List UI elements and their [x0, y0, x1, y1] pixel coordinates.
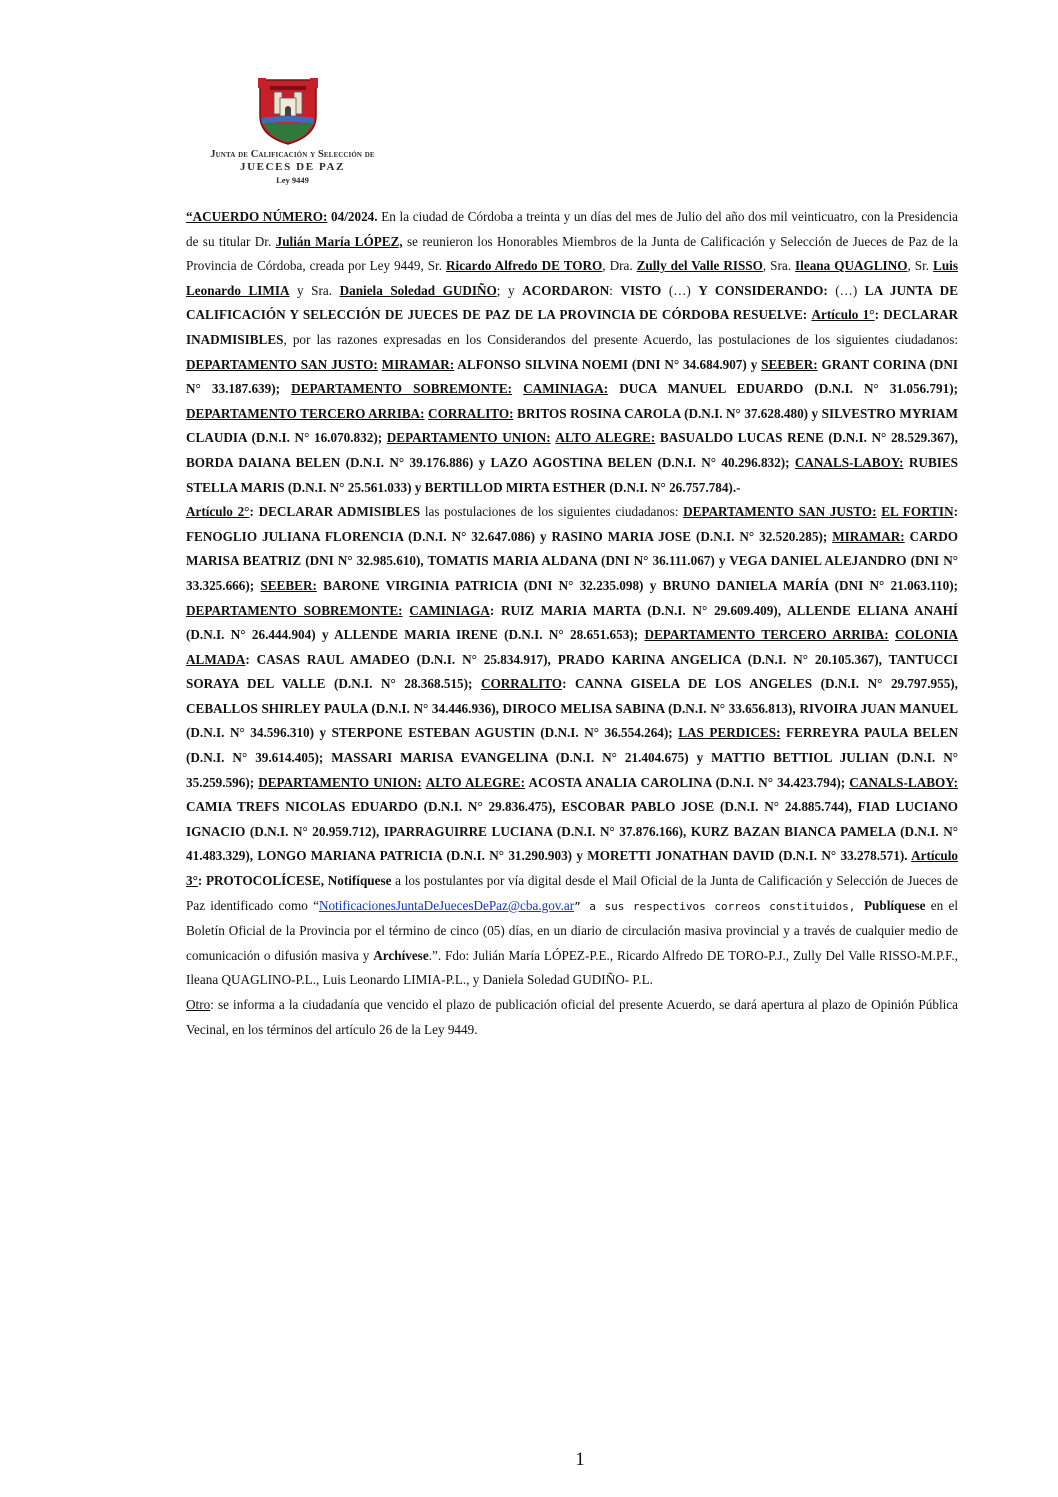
text-run: ALFONSO SILVINA NOEMI (DNI N° 34.684.907): [454, 356, 747, 372]
text-run: Otro: [186, 997, 211, 1012]
text-run: CORRALITO:: [428, 405, 514, 421]
text-run: : DECLARAR INADMISIBLES: [186, 307, 959, 347]
text-run: ACOSTA ANALIA CAROLINA (D.N.I. N° 34.423.794);: [525, 774, 850, 790]
text-run: LA JUNTA DE CALIFICACIÓN Y SELECCIÓN DE JUECES DE PAZ DE LA PROVINCIA DE CÓRDOBA RESUELVE:: [186, 282, 958, 323]
email-link[interactable]: NotificacionesJuntaDeJuecesDePaz@cba.gov.ar: [318, 897, 575, 913]
text-run: DEPARTAMENTO SAN JUSTO:: [683, 504, 877, 520]
text-run: BRITOS ROSINA CAROLA (D.N.I. N° 37.628.480) y SILVESTRO MYRIAM CLAUDIA (D.N.I. N° 16.070.832);: [186, 405, 958, 446]
text-run: DEPARTAMENTO UNION:: [258, 774, 422, 790]
page-number: 1: [575, 1449, 585, 1470]
text-run: y: [746, 356, 762, 372]
text-run: Ricardo Alfredo DE TORO: [446, 258, 603, 274]
text-run: Archívese: [373, 947, 429, 963]
text-run: Luis Leonardo LIMIA: [186, 258, 958, 298]
text-run: .”. Fdo: Julián María LÓPEZ-P.E., Ricardo Alfredo DE TORO-P.J., Zully Del Valle RISSO-M.P.F., Ileana QUAGLINO-P.L., Luis Leonardo LIMIA-P.L., y Daniela Soledad GUDIÑO- P.L.: [186, 947, 958, 988]
text-run: RUBIES STELLA MARIS (D.N.I. N° 25.561.033) y BERTILLOD MIRTA ESTHER (D.N.I. N° 26.757.784).-: [186, 454, 958, 495]
text-run: Zully del Valle RISSO: [636, 258, 763, 274]
text-run: a los postulantes por vía digital desde el Mail Oficial de la Junta de Calificación y Selección de Jueces de Paz identificado como “: [186, 873, 958, 913]
text-run: BARONE VIRGINIA PATRICIA (DNI N° 32.235.098) y BRUNO DANIELA MARÍA (DNI N° 21.063.110);: [316, 577, 958, 593]
paragraph-otro: [186, 993, 958, 1042]
text-run: CAMINIAGA:: [523, 381, 609, 397]
text-run: MIRAMAR:: [832, 528, 905, 544]
text-run: GRANT CORINA (DNI N° 33.187.639);: [186, 356, 958, 397]
text-run: las postulaciones de los siguientes ciudadanos:: [420, 504, 684, 520]
text-run: BASUALDO LUCAS RENE (D.N.I. N° 28.529.367), BORDA DAIANA BELEN (D.N.I. N° 39.176.886) y LAZO AGOSTINA BELEN (D.N.I. N° 40.296.832);: [186, 430, 958, 470]
text-run: CANALS-LABOY:: [794, 454, 904, 470]
org-name-line1: Junta de Calificación y Selección de: [210, 149, 375, 160]
text-run: FERREYRA PAULA BELEN (D.N.I. N° 39.614.405); MASSARI MARISA EVANGELINA (D.N.I. N° 21.404.675) y MATTIO BETTIOL JULIAN (D.N.I. N° 35.259.596);: [186, 725, 959, 790]
text-run: y Sra.: [289, 282, 340, 298]
text-run: COLONIA ALMADA: [186, 627, 958, 667]
text-run: CAMINIAGA: [409, 602, 490, 618]
paragraph-article-1: [186, 205, 958, 500]
text-run: ALTO ALEGRE:: [555, 430, 656, 446]
text-run: Y CONSIDERANDO:: [698, 282, 828, 298]
text-run: , por las razones expresadas en los Considerandos del presente Acuerdo, las postulaciones de los siguientes ciudadanos:: [283, 331, 958, 347]
text-run: SEEBER:: [761, 356, 818, 372]
text-run: EL FORTIN: [881, 504, 954, 520]
text-run: [512, 381, 523, 396]
text-run: DUCA MANUEL EDUARDO (D.N.I. N° 31.056.791);: [608, 381, 958, 397]
text-run: en el Boletín Oficial de la Provincia por el término de cinco (05) días, en un diario de circulación masiva provincial y a través de cualquier medio de comunicación o difusión masiva y: [186, 897, 958, 963]
text-run: (…): [661, 282, 699, 298]
document-body: [186, 205, 958, 1042]
text-run: ” a sus respectivos correos constituidos,: [574, 899, 864, 913]
text-run: VISTO: [620, 282, 662, 298]
text-run: CAMIA TREFS NICOLAS EDUARDO (D.N.I. N° 29.836.475), ESCOBAR PABLO JOSE (D.N.I. N° 24.885.744), FIAD LUCIANO IGNACIO (D.N.I. N° 20.959.712), IPARRAGUIRRE LUCIANA (D.N.I. N° 37.876.166), KURZ BAZAN BIANCA PAMELA (D.N.I. N° 41.483.329), LONGO MARIANA PATRICIA (D.N.I. N° 31.290.903) y MORETTI JONATHAN DAVID (D.N.I. N° 33.278.571).: [186, 799, 958, 864]
text-run: DEPARTAMENTO SAN JUSTO:: [186, 356, 378, 372]
text-run: se reunieron los Honorables Miembros de la Junta de Calificación y Selección de Jueces de Paz de la Provincia de Córdoba, creada por Ley 9449, Sr.: [186, 233, 958, 274]
text-run: , Sra.: [762, 258, 796, 274]
organization-header: [160, 148, 425, 187]
text-run: : DECLARAR ADMISIBLES: [249, 504, 421, 520]
text-run: DEPARTAMENTO UNION:: [386, 430, 551, 446]
text-run: Artículo 2°: [186, 504, 250, 520]
text-run: MIRAMAR:: [381, 356, 455, 372]
text-run: : PROTOCOLÍCESE, Notifíquese: [197, 873, 392, 889]
text-run: CORRALITO: [480, 676, 563, 692]
text-run: En la ciudad de Córdoba a treinta y un días del mes de Julio del año dos mil veinticuatro, con la Presidencia de su titular Dr.: [186, 209, 958, 249]
text-run: CARDO MARISA BEATRIZ (DNI N° 32.985.610), TOMATIS MARIA ALDANA (DNI N° 36.111.067) y VEGA DANIEL ALEJANDRO (DNI N° 33.325.666);: [186, 528, 958, 593]
text-run: : FENOGLIO JULIANA FLORENCIA (D.N.I. N° 32.647.086) y RASINO MARIA JOSE (D.N.I. N° 32.520.285);: [186, 504, 958, 544]
text-run: Daniela Soledad GUDIÑO: [339, 282, 497, 298]
text-run: , Sr.: [907, 258, 934, 274]
text-run: DEPARTAMENTO SOBREMONTE:: [186, 602, 403, 618]
text-run: : se informa a la ciudadanía que vencido el plazo de publicación oficial del presente Acuerdo, se dará apertura al plazo de Opinión Pública Vecinal, en los términos del artículo 26 de la Ley 9449.: [186, 997, 958, 1037]
text-run: Publíquese: [863, 897, 926, 913]
text-run: Artículo 3°: [186, 848, 958, 889]
paragraph-article-2-3: [186, 500, 958, 993]
text-run: 04/2024.: [327, 209, 378, 224]
province-crest-icon: [256, 76, 320, 146]
text-run: “ACUERDO NÚMERO:: [186, 209, 328, 224]
text-run: CANALS-LABOY:: [849, 774, 958, 790]
org-law-number: Ley 9449: [276, 175, 309, 185]
text-run: : RUIZ MARIA MARTA (D.N.I. N° 29.609.409), ALLENDE ELIANA ANAHÍ (D.N.I. N° 26.444.904) y ALLENDE MARIA IRENE (D.N.I. N° 28.651.653);: [186, 602, 959, 643]
org-name-line2: JUECES DE PAZ: [240, 161, 345, 173]
text-run: DEPARTAMENTO TERCERO ARRIBA:: [186, 405, 425, 421]
text-run: Julián María LÓPEZ,: [275, 233, 403, 249]
text-run: ALTO ALEGRE:: [425, 774, 526, 790]
text-run: SEEBER:: [260, 577, 317, 593]
text-run: ; y: [496, 282, 523, 298]
text-run: ACORDARON: [522, 282, 610, 298]
text-run: : CANNA GISELA DE LOS ANGELES (D.N.I. N° 29.797.955), CEBALLOS SHIRLEY PAULA (D.N.I. N° 34.446.936), DIROCO MELISA SABINA (D.N.I. N° 33.656.813), RIVOIRA JUAN MANUEL (D.N.I. N° 34.596.310) y STERPONE ESTEBAN AGUSTIN (D.N.I. N° 36.554.264);: [186, 676, 958, 741]
text-run: , Dra.: [602, 258, 637, 274]
text-run: DEPARTAMENTO SOBREMONTE:: [291, 381, 513, 397]
text-run: Artículo 1°: [811, 307, 875, 323]
text-run: :: [609, 282, 621, 298]
text-run: : CASAS RAUL AMADEO (D.N.I. N° 25.834.917), PRADO KARINA ANGELICA (D.N.I. N° 20.105.367), TANTUCCI SORAYA DEL VALLE (D.N.I. N° 28.368.515);: [186, 651, 958, 692]
text-run: (…): [827, 282, 865, 298]
text-run: LAS PERDICES:: [678, 725, 781, 741]
text-run: DEPARTAMENTO TERCERO ARRIBA:: [644, 627, 889, 643]
text-run: Ileana QUAGLINO: [795, 258, 908, 274]
